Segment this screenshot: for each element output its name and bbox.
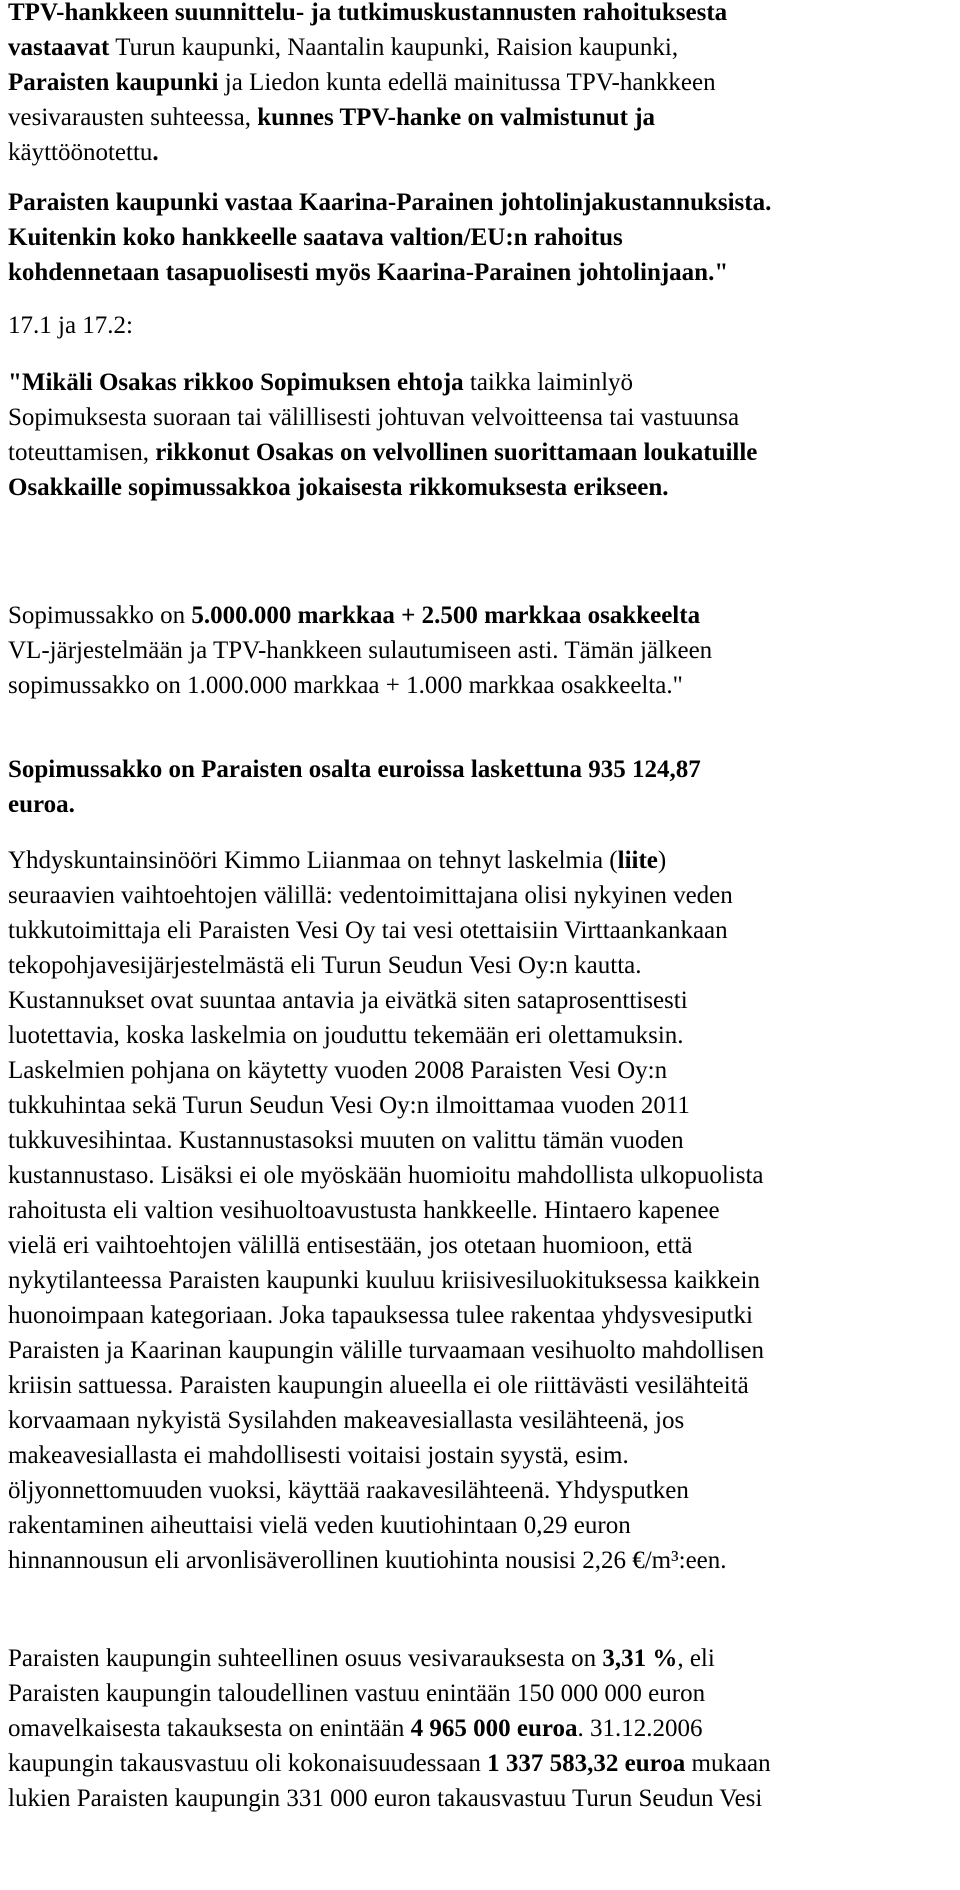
plain-text: . 31.12.2006 [577,1715,703,1742]
text-line: lukien Paraisten kaupungin 331 000 euron takausvastuu Turun Seudun Vesi [8,1785,763,1812]
bold-text: . [152,139,159,166]
text-line [8,1711,948,1746]
plain-text: Paraisten kaupungin suhteellinen osuus vesivarauksesta on [8,1645,603,1672]
text-line: sopimussakko on 1.000.000 markkaa + 1.000 markkaa osakkeelta." [8,672,683,699]
plain-text: Turun kaupunki, Naantalin kaupunki, Raision kaupunki, [109,34,679,61]
plain-text: mukaan [685,1750,771,1777]
paragraph-calculations [8,843,948,1578]
bold-text: 4 965 000 euroa [410,1715,578,1742]
bold-text: vastaavat [8,34,110,61]
section-reference [8,308,948,343]
plain-text: Sopimussakko on [8,602,192,629]
text-line [8,135,948,170]
text-line [8,30,948,65]
plain-text: omavelkaisesta takauksesta on enintään [8,1715,411,1742]
bold-text: 3,31 % [602,1645,678,1672]
text-line: VL-järjestelmään ja TPV-hankkeen sulautumiseen asti. Tämän jälkeen [8,637,713,664]
plain-text: vesivarausten suhteessa, [8,104,258,131]
text-line: tukkutoimittaja eli Paraisten Vesi Oy tai vesi otettaisiin Virttaankankaan [8,917,728,944]
text-line [8,365,948,400]
text-line: kustannustaso. Lisäksi ei ole myöskään huomioitu mahdollista ulkopuolista [8,1162,764,1189]
text-line: kriisin sattuessa. Paraisten kaupungin alueella ei ole riittävästi vesilähteitä [8,1372,749,1399]
text-line: nykytilanteessa Paraisten kaupunki kuuluu kriisivesiluokituksessa kaikkein [8,1267,760,1294]
plain-text: , eli [677,1645,715,1672]
bold-text: rikkonut Osakas on velvollinen suorittamaan loukatuille [155,439,758,466]
bold-text: Paraisten kaupunki [8,69,219,96]
bold-text: "Mikäli Osakas rikkoo Sopimuksen ehtoja [8,369,464,396]
text-line [8,598,948,633]
text-line: luotettavia, koska laskelmia on jouduttu tekemään eri olettamuksin. [8,1022,684,1049]
plain-text: käyttöönotettu [8,139,153,166]
paragraph-pipeline-costs [8,185,948,290]
text-line: tukkuhintaa sekä Turun Seudun Vesi Oy:n ilmoittamaa vuoden 2011 [8,1092,690,1119]
text-line: Paraisten kaupunki vastaa Kaarina-Parainen johtolinjakustannuksista. [8,189,772,216]
text-line [8,65,948,100]
text-line: Laskelmien pohjana on käytetty vuoden 2008 Paraisten Vesi Oy:n [8,1057,668,1084]
text-line: seuraavien vaihtoehtojen välillä: vedentoimittajana olisi nykyinen veden [8,882,733,909]
text-line: 17.1 ja 17.2: [8,312,133,339]
paragraph-penalty-euros [8,752,948,822]
text-line: Kuitenkin koko hankkeelle saatava valtion/EU:n rahoitus [8,224,623,251]
plain-text: ja Liedon kunta edellä mainitussa TPV-hankkeen [218,69,716,96]
bold-text: 5.000.000 markkaa + 2.500 markkaa osakkeelta [191,602,701,629]
paragraph-funding-responsibility [8,0,948,170]
text-line: huonoimpaan kategoriaan. Joka tapauksessa tulee rakentaa yhdysvesiputki [8,1302,753,1329]
paragraph-guarantee-share [8,1641,948,1816]
text-line: rahoitusta eli valtion vesihuoltoavustusta hankkeelle. Hintaero kapenee [8,1197,720,1224]
text-line: Paraisten ja Kaarinan kaupungin välille turvaamaan vesihuolto mahdollisen [8,1337,765,1364]
plain-text: Yhdyskuntainsinööri Kimmo Liianmaa on tehnyt laskelmia ( [8,847,618,874]
text-line [8,1641,948,1676]
bold-text: kunnes TPV-hanke on valmistunut ja [257,104,656,131]
text-line: tukkuvesihintaa. Kustannustasoksi muuten on valittu tämän vuoden [8,1127,684,1154]
text-line [8,843,948,878]
text-line: öljyonnettomuuden vuoksi, käyttää raakavesilähteenä. Yhdysputken [8,1477,689,1504]
text-line [8,100,948,135]
bold-text: Osakkaille sopimussakkoa jokaisesta rikkomuksesta erikseen. [8,474,669,501]
plain-text: ) [657,847,667,874]
paragraph-penalty-amount [8,598,948,703]
text-line [8,0,948,30]
text-line [8,1746,948,1781]
text-line: Sopimuksesta suoraan tai välillisesti johtuvan velvoitteensa tai vastuunsa [8,404,740,431]
attachment-reference: liite [617,847,658,874]
text-line: vielä eri vaihtoehtojen välillä entisestään, jos otetaan huomioon, että [8,1232,693,1259]
text-line: tekopohjavesijärjestelmästä eli Turun Seudun Vesi Oy:n kautta. [8,952,642,979]
text-line: Kustannukset ovat suuntaa antavia ja eivätkä siten sataprosenttisesti [8,987,688,1014]
text-line: makeavesiallasta ei mahdollisesti voitaisi jostain syystä, esim. [8,1442,629,1469]
text-line: hinnannousun eli arvonlisäverollinen kuutiohinta nousisi 2,26 €/m³:een. [8,1547,727,1574]
text-line: Paraisten kaupungin taloudellinen vastuu enintään 150 000 000 euron [8,1680,706,1707]
bold-text: 1 337 583,32 euroa [487,1750,686,1777]
paragraph-breach-clause [8,365,948,505]
bold-text: TPV-hankkeen suunnittelu- ja tutkimuskustannusten rahoituksesta [8,0,728,26]
plain-text: kaupungin takausvastuu oli kokonaisuudessaan [8,1750,488,1777]
text-line: euroa. [8,791,75,818]
text-line: korvaamaan nykyistä Sysilahden makeavesiallasta vesilähteenä, jos [8,1407,685,1434]
text-line: Sopimussakko on Paraisten osalta euroissa laskettuna 935 124,87 [8,756,701,783]
text-line: kohdennetaan tasapuolisesti myös Kaarina-Parainen johtolinjaan." [8,259,729,286]
plain-text: toteuttamisen, [8,439,156,466]
text-line [8,470,948,505]
text-line: rakentaminen aiheuttaisi vielä veden kuutiohintaan 0,29 euron [8,1512,631,1539]
text-line [8,435,948,470]
plain-text: taikka laiminlyö [463,369,634,396]
